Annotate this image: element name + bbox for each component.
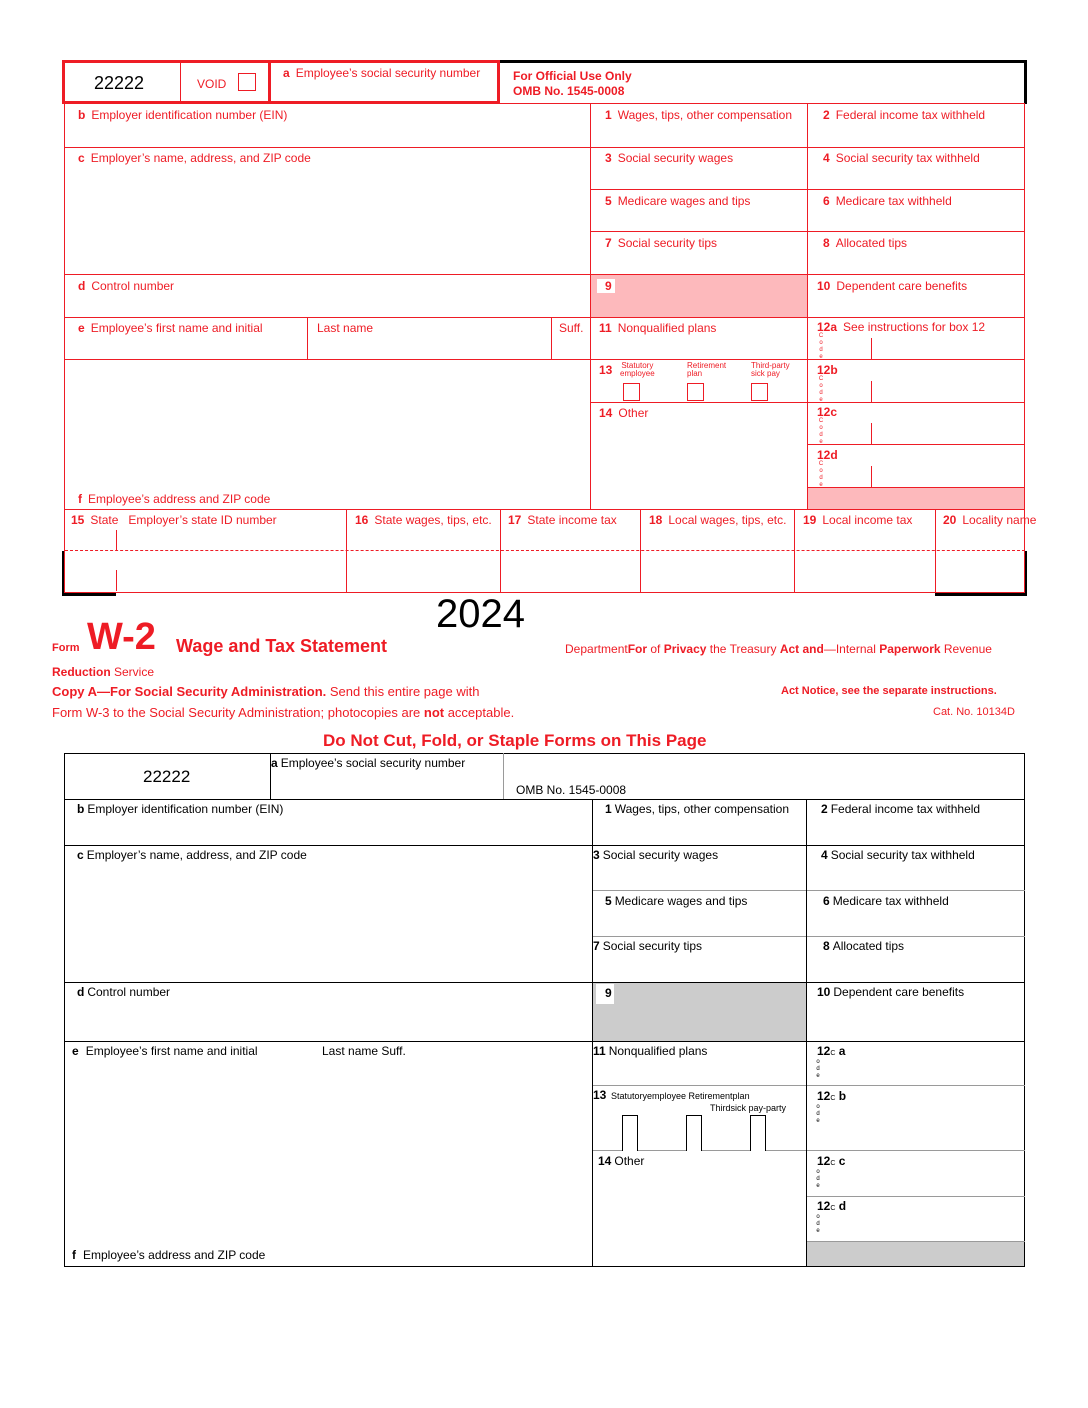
copy-b-omb: OMB No. 1545-0008 xyxy=(516,783,627,797)
box16-label: 16 State wages, tips, etc. xyxy=(355,513,492,527)
copy-b-box2-label: 2 Federal income tax withheld xyxy=(821,802,981,816)
box13-statutory-label: Statutory employee xyxy=(620,361,655,378)
box12c-code-letters: C o d e xyxy=(818,418,824,445)
box13-retirement-label: Retirement plan xyxy=(687,361,727,378)
retirement-plan-checkbox[interactable] xyxy=(687,383,704,401)
official-use-line1: For Official Use Only xyxy=(513,69,632,83)
box6-label: 6 Medicare tax withheld xyxy=(823,194,952,208)
copy-a-form-id: 22222 xyxy=(94,73,145,93)
copy-b-box1-label: 1 Wages, tips, other compensation xyxy=(605,802,789,816)
box8-label: 8 Allocated tips xyxy=(823,236,908,250)
copy-b-form-id: 22222 xyxy=(143,767,191,786)
box12c-label: 12c xyxy=(817,405,838,419)
void-label: VOID xyxy=(197,77,227,91)
box15-label: 15 State Employer’s state ID number xyxy=(71,513,277,527)
box-c-label: c Employer’s name, address, and ZIP code xyxy=(78,151,311,165)
copy-b-box-a-label: a Employee’s social security number xyxy=(271,756,466,770)
copy-b-box-d-label: d Control number xyxy=(77,985,171,999)
statutory-employee-checkbox[interactable] xyxy=(623,383,640,401)
tax-year: 2024 xyxy=(436,592,525,636)
box12b-code-letters: C o d e xyxy=(818,376,824,403)
copy-b-box9-label: 9 xyxy=(605,986,612,1000)
copy-b-box4-label: 4 Social security tax withheld xyxy=(821,848,975,862)
box-f-label: f Employee’s address and ZIP code xyxy=(78,492,271,506)
box4-label: 4 Social security tax withheld xyxy=(823,151,980,165)
copy-b-box12b-label: 12C b xyxy=(817,1089,847,1103)
copy-b-box-e-last-name: Last name Suff. xyxy=(322,1044,406,1058)
box-b-label: b Employer identification number (EIN) xyxy=(78,108,288,122)
box-a-label: a Employee’s social security number xyxy=(283,66,481,80)
copy-b-box12d-label: 12C d xyxy=(817,1199,847,1213)
copy-b-thirdparty-checkbox[interactable] xyxy=(750,1115,766,1151)
copy-a-line: Copy A—For Social Security Administration. Send this entire page with xyxy=(52,684,480,699)
box13-thirdparty-label: Third-party sick pay xyxy=(751,361,790,378)
third-party-sick-pay-checkbox[interactable] xyxy=(751,383,768,401)
copy-b-box-b-label: b Employer identification number (EIN) xyxy=(77,802,284,816)
copy-b-box12b-code-letters: o d e xyxy=(816,1104,820,1124)
box5-label: 5 Medicare wages and tips xyxy=(605,194,751,208)
copy-b-box13-number: 13 xyxy=(593,1088,607,1102)
bottom-right-black-border xyxy=(935,593,1027,596)
box17-label: 17 State income tax xyxy=(508,513,617,527)
copy-b-statutory-checkbox[interactable] xyxy=(622,1115,638,1151)
act-notice: Act Notice, see the separate instructions. xyxy=(781,685,997,697)
copy-b-box12a-label: 12C a xyxy=(817,1044,846,1058)
box18-label: 18 Local wages, tips, etc. xyxy=(649,513,787,527)
box12d-label: 12d xyxy=(817,448,838,462)
box11-label: 11 Nonqualified plans xyxy=(599,321,717,335)
box12a-code-letters: C o d e xyxy=(818,333,824,360)
form-word: Form xyxy=(52,642,80,654)
void-checkbox[interactable] xyxy=(238,73,256,91)
copy-b-box5-label: 5 Medicare wages and tips xyxy=(605,894,748,908)
copy-b-box13-line2: Thirdsick pay-party xyxy=(710,1103,787,1113)
box19-label: 19 Local income tax xyxy=(803,513,913,527)
copy-b-box12c-code-letters: o d e xyxy=(816,1169,820,1189)
copy-b-box11-label: 11 Nonqualified plans xyxy=(593,1044,708,1058)
box-e-suffix: Suff. xyxy=(559,321,584,335)
box1-label: 1 Wages, tips, other compensation xyxy=(605,108,792,122)
box10-label: 10 Dependent care benefits xyxy=(817,279,968,293)
box20-label: 20 Locality name xyxy=(943,513,1037,527)
copy-b-box12c-label: 12C c xyxy=(817,1154,846,1168)
box12d-code-letters: C o d e xyxy=(818,461,824,488)
box-d-label: d Control number xyxy=(78,279,175,293)
box9-label: 9 xyxy=(605,279,612,293)
box3-label: 3 Social security wages xyxy=(605,151,734,165)
right-black-border-top xyxy=(1024,60,1027,104)
copy-b-box12a-code-letters: o d e xyxy=(816,1059,820,1079)
box7-label: 7 Social security tips xyxy=(605,236,718,250)
box2-label: 2 Federal income tax withheld xyxy=(823,108,986,122)
official-use-line2: OMB No. 1545-0008 xyxy=(513,84,625,98)
box-e-label: e Employee’s first name and initial xyxy=(78,321,263,335)
w3-line: Form W-3 to the Social Security Administration; photocopies are not acceptable. xyxy=(52,705,515,720)
copy-b-frame xyxy=(64,753,1025,1267)
form-title: Wage and Tax Statement xyxy=(176,636,388,656)
box13-number: 13 xyxy=(599,363,613,377)
copy-b-box8-label: 8 Allocated tips xyxy=(823,939,905,953)
copy-b-box10-label: 10 Dependent care benefits xyxy=(817,985,965,999)
form-number: W-2 xyxy=(87,616,156,658)
box14-label: 14 Other xyxy=(599,406,649,420)
copy-b-box6-label: 6 Medicare tax withheld xyxy=(823,894,949,908)
box-e-last-name: Last name xyxy=(317,321,374,335)
copy-b-box12d-code-letters: o d e xyxy=(816,1214,820,1234)
copy-b-box-c-label: c Employer’s name, address, and ZIP code xyxy=(77,848,307,862)
copy-b-box14-label: 14 Other xyxy=(598,1154,645,1168)
copy-b-box7-label: 7 Social security tips xyxy=(593,939,703,953)
box12a-label: 12a See instructions for box 12 xyxy=(817,320,986,334)
copy-b-box-e-label: e Employee’s first name and initial xyxy=(72,1044,258,1058)
copy-b-box3-label: 3 Social security wages xyxy=(593,848,719,862)
department-line-2: Reduction Service xyxy=(52,665,155,679)
bottom-left-black-border xyxy=(62,593,116,596)
department-line: DepartmentFor of Privacy the Treasury Act and—Internal Paperwork Revenue xyxy=(565,642,992,656)
catalog-number: Cat. No. 10134D xyxy=(933,706,1015,718)
do-not-cut-warning: Do Not Cut, Fold, or Staple Forms on This Page xyxy=(323,731,707,750)
box12-bottom-shading xyxy=(807,488,1024,509)
copy-b-box-f-label: f Employee’s address and ZIP code xyxy=(72,1248,266,1262)
copy-b-retirement-checkbox[interactable] xyxy=(686,1115,702,1151)
box12b-label: 12b xyxy=(817,363,838,377)
box9-shading xyxy=(590,275,807,317)
copy-b-box13-line1: Statutoryemployee Retirementplan xyxy=(611,1091,750,1101)
